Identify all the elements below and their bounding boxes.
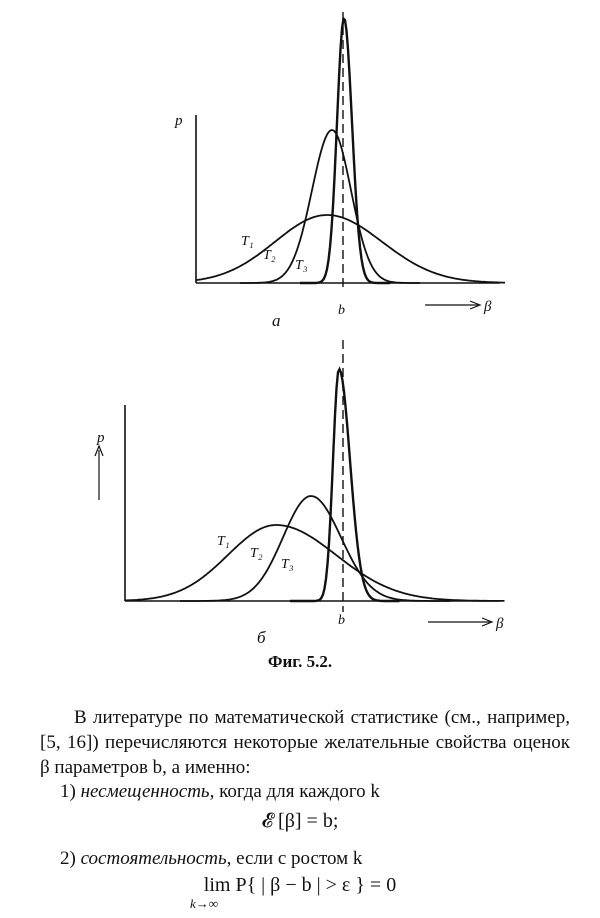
item-2: [40, 846, 570, 871]
figure-caption: Фиг. 5.2.: [267, 652, 333, 671]
panel-a: [174, 12, 505, 330]
panel-b-b-label: b: [338, 613, 345, 628]
panel-a-x-label: β: [484, 299, 492, 315]
panel-b-curve-t3: [290, 369, 400, 601]
equation-1: 𝓔 [β] = b;: [261, 810, 339, 832]
panel-b-label: б: [257, 628, 266, 647]
panel-b: [95, 340, 505, 647]
item-2-term: состоятельность: [80, 848, 227, 869]
panel-b-x-label: β: [496, 616, 504, 632]
item-1: [40, 779, 570, 804]
panel-b-y-label: p: [97, 430, 105, 446]
item-1-term: несмещенность: [80, 781, 210, 802]
panel-a-curve-t3: [300, 19, 390, 283]
panel-a-y-label: p: [175, 113, 183, 129]
panel-a-t1-label: T₁: [241, 234, 254, 249]
panel-a-t2-label: T₂: [263, 248, 276, 263]
panel-a-t3-label: T₃: [295, 258, 308, 273]
equation-2-subscript: k→∞: [190, 896, 219, 911]
panel-a-b-label: b: [338, 303, 345, 318]
panel-b-curve-t1: [125, 525, 505, 601]
item-1-rest: , когда для каждого k: [209, 781, 380, 802]
panel-a-label: а: [272, 311, 281, 330]
item-2-number: 2): [60, 848, 76, 869]
item-2-rest: , если с ростом k: [226, 848, 363, 869]
item-1-number: 1): [60, 781, 76, 802]
panel-b-t2-label: T₂: [250, 546, 263, 561]
equation-2: lim P{ | β − b | > ε } = 0: [203, 874, 397, 896]
panel-b-t1-label: T₁: [217, 534, 230, 549]
body-paragraph: В литературе по математической статистике (см., например, [5, 16]) перечисляются некоторые желательные свойства оценок β параметров b, а именно:: [40, 707, 570, 778]
panel-b-t3-label: T₃: [281, 557, 294, 572]
